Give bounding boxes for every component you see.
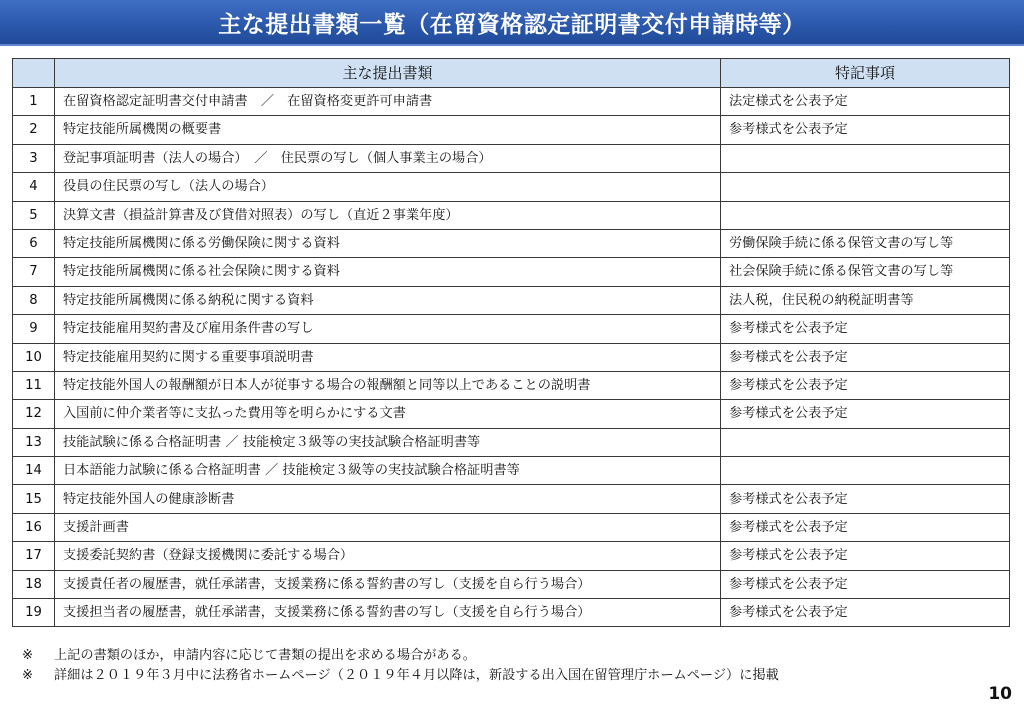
row-number: 4 xyxy=(13,173,55,201)
row-document: 入国前に仲介業者等に支払った費用等を明らかにする文書 xyxy=(55,400,721,428)
table-row xyxy=(13,400,1010,428)
row-note xyxy=(721,173,1010,201)
row-note: 参考様式を公表予定 xyxy=(721,343,1010,371)
column-header-note: 特記事項 xyxy=(721,59,1010,88)
table-row xyxy=(13,570,1010,598)
row-note: 参考様式を公表予定 xyxy=(721,570,1010,598)
footnote-text: 詳細は２０１９年３月中に法務省ホームページ（２０１９年４月以降は，新設する出入国在留管理庁ホームページ）に掲載 xyxy=(54,668,779,683)
row-document: 技能試験に係る合格証明書 ／ 技能検定３級等の実技試験合格証明書等 xyxy=(55,428,721,456)
row-number: 3 xyxy=(13,144,55,172)
row-document: 特定技能外国人の健康診断書 xyxy=(55,485,721,513)
footnote xyxy=(22,646,779,666)
table-row xyxy=(13,371,1010,399)
row-document: 特定技能外国人の報酬額が日本人が従事する場合の報酬額と同等以上であることの説明書 xyxy=(55,371,721,399)
row-document: 特定技能所属機関に係る社会保険に関する資料 xyxy=(55,258,721,286)
row-document: 役員の住民票の写し（法人の場合） xyxy=(55,173,721,201)
row-number: 10 xyxy=(13,343,55,371)
row-document: 決算文書（損益計算書及び貸借対照表）の写し（直近２事業年度） xyxy=(55,201,721,229)
table-row xyxy=(13,229,1010,257)
row-note xyxy=(721,144,1010,172)
row-document: 支援担当者の履歴書，就任承諾書，支援業務に係る誓約書の写し（支援を自ら行う場合） xyxy=(55,599,721,627)
footnote xyxy=(22,666,779,686)
row-number: 7 xyxy=(13,258,55,286)
row-document: 日本語能力試験に係る合格証明書 ／ 技能検定３級等の実技試験合格証明書等 xyxy=(55,457,721,485)
row-note xyxy=(721,428,1010,456)
row-document: 特定技能雇用契約に関する重要事項説明書 xyxy=(55,343,721,371)
table-body xyxy=(13,88,1010,627)
row-document: 特定技能所属機関の概要書 xyxy=(55,116,721,144)
column-header-number xyxy=(13,59,55,88)
table-row xyxy=(13,116,1010,144)
row-number: 12 xyxy=(13,400,55,428)
row-note: 参考様式を公表予定 xyxy=(721,542,1010,570)
row-document: 特定技能所属機関に係る納税に関する資料 xyxy=(55,286,721,314)
row-document: 特定技能所属機関に係る労働保険に関する資料 xyxy=(55,229,721,257)
table-row xyxy=(13,457,1010,485)
row-number: 17 xyxy=(13,542,55,570)
row-number: 19 xyxy=(13,599,55,627)
row-number: 13 xyxy=(13,428,55,456)
column-header-document: 主な提出書類 xyxy=(55,59,721,88)
table-row xyxy=(13,513,1010,541)
row-note xyxy=(721,457,1010,485)
table-row xyxy=(13,428,1010,456)
row-number: 11 xyxy=(13,371,55,399)
row-number: 18 xyxy=(13,570,55,598)
documents-table xyxy=(12,58,1010,627)
table-row xyxy=(13,343,1010,371)
row-note: 参考様式を公表予定 xyxy=(721,599,1010,627)
row-number: 14 xyxy=(13,457,55,485)
page-number: 10 xyxy=(988,684,1012,704)
page-title: 主な提出書類一覧（在留資格認定証明書交付申請時等） xyxy=(218,11,806,38)
row-document: 在留資格認定証明書交付申請書 ／ 在留資格変更許可申請書 xyxy=(55,88,721,116)
footnote-mark: ※ xyxy=(22,668,34,683)
row-document: 支援責任者の履歴書，就任承諾書，支援業務に係る誓約書の写し（支援を自ら行う場合） xyxy=(55,570,721,598)
row-note: 参考様式を公表予定 xyxy=(721,116,1010,144)
table-header-row xyxy=(13,59,1010,88)
footnote-mark: ※ xyxy=(22,648,34,663)
table-row xyxy=(13,485,1010,513)
table-row xyxy=(13,201,1010,229)
footnotes xyxy=(22,646,779,686)
row-document: 特定技能雇用契約書及び雇用条件書の写し xyxy=(55,315,721,343)
table-row xyxy=(13,258,1010,286)
row-number: 16 xyxy=(13,513,55,541)
row-document: 登記事項証明書（法人の場合） ／ 住民票の写し（個人事業主の場合） xyxy=(55,144,721,172)
row-note: 参考様式を公表予定 xyxy=(721,315,1010,343)
row-note: 法人税，住民税の納税証明書等 xyxy=(721,286,1010,314)
footnote-text: 上記の書類のほか，申請内容に応じて書類の提出を求める場合がある。 xyxy=(54,648,476,663)
table-row xyxy=(13,599,1010,627)
table-row xyxy=(13,173,1010,201)
table-row xyxy=(13,542,1010,570)
row-number: 8 xyxy=(13,286,55,314)
row-number: 1 xyxy=(13,88,55,116)
row-note: 参考様式を公表予定 xyxy=(721,400,1010,428)
row-note xyxy=(721,201,1010,229)
row-note: 参考様式を公表予定 xyxy=(721,371,1010,399)
table-row xyxy=(13,315,1010,343)
row-document: 支援委託契約書（登録支援機関に委託する場合） xyxy=(55,542,721,570)
table-row xyxy=(13,286,1010,314)
row-note: 参考様式を公表予定 xyxy=(721,513,1010,541)
row-number: 9 xyxy=(13,315,55,343)
row-number: 6 xyxy=(13,229,55,257)
table-row xyxy=(13,88,1010,116)
row-number: 5 xyxy=(13,201,55,229)
row-note: 参考様式を公表予定 xyxy=(721,485,1010,513)
row-document: 支援計画書 xyxy=(55,513,721,541)
row-number: 15 xyxy=(13,485,55,513)
row-note: 社会保険手続に係る保管文書の写し等 xyxy=(721,258,1010,286)
table-row xyxy=(13,144,1010,172)
title-bar xyxy=(0,0,1024,46)
row-number: 2 xyxy=(13,116,55,144)
row-note: 労働保険手続に係る保管文書の写し等 xyxy=(721,229,1010,257)
row-note: 法定様式を公表予定 xyxy=(721,88,1010,116)
